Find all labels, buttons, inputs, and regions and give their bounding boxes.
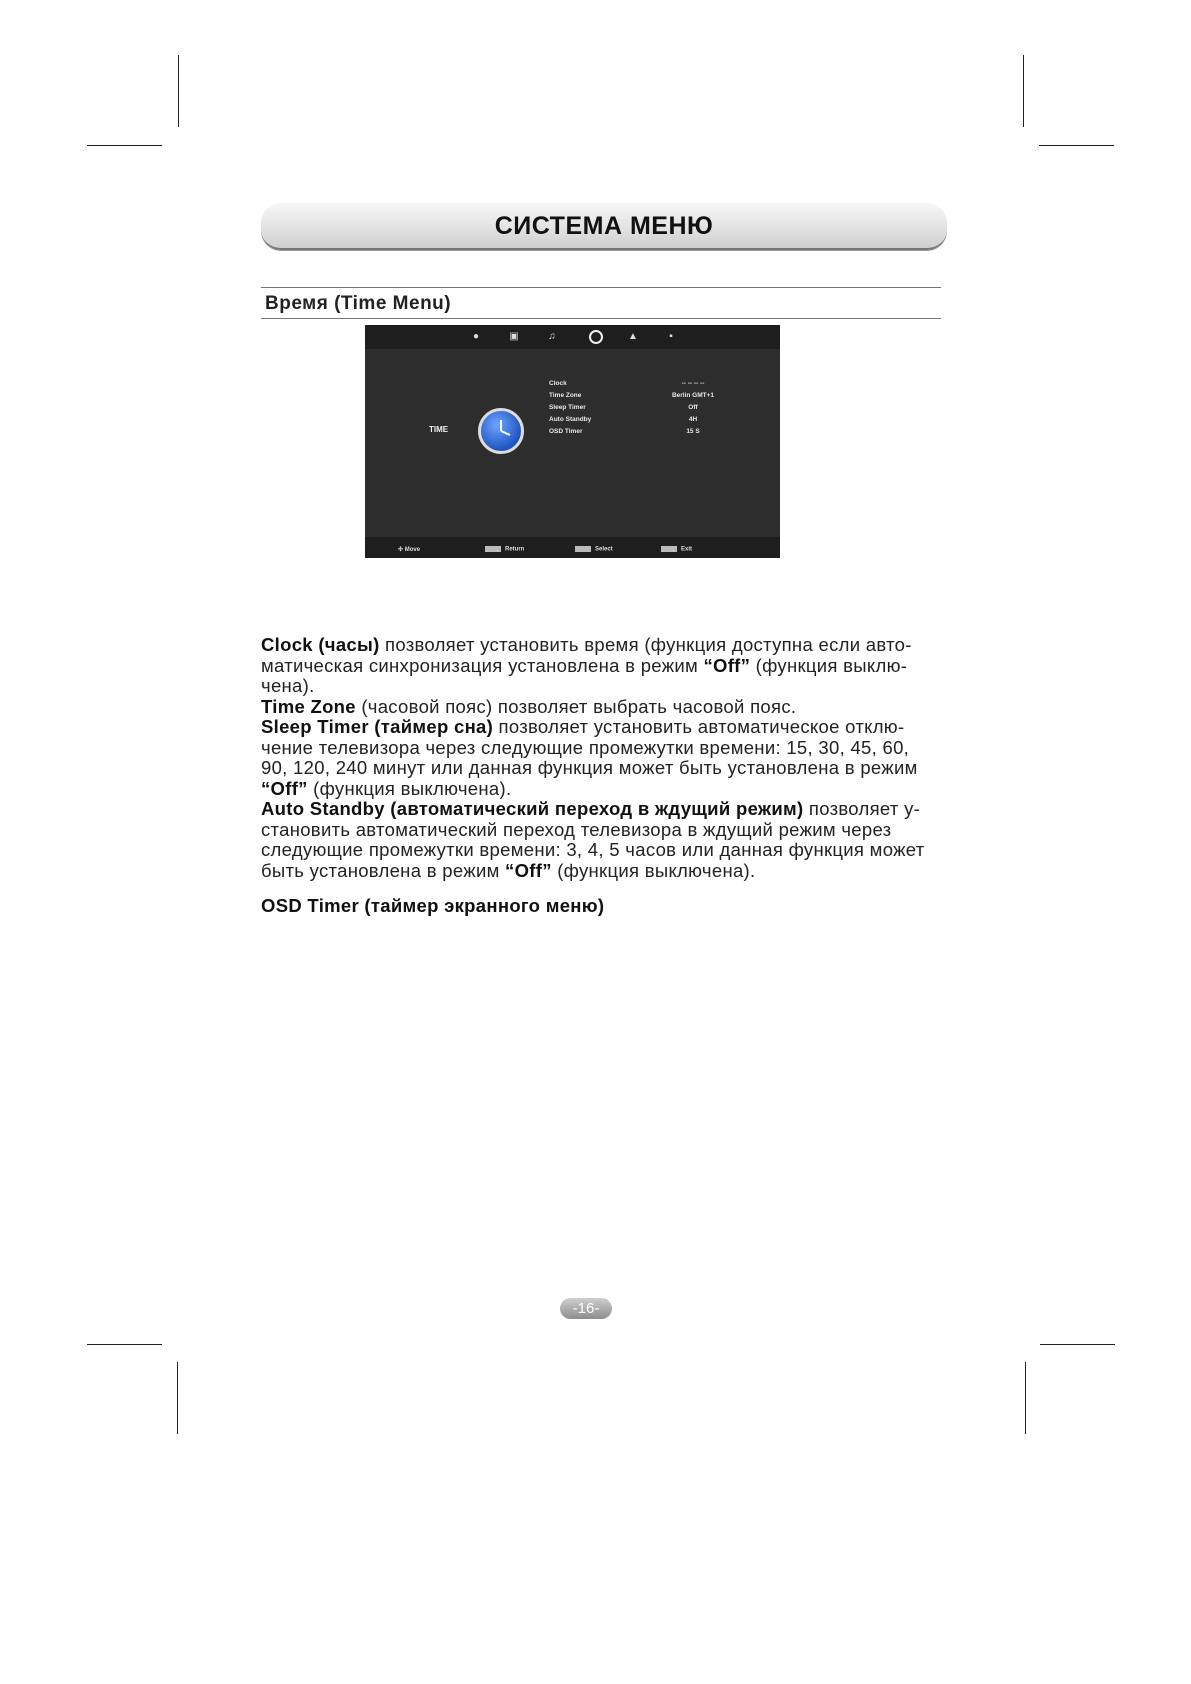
section-rule-bottom: [261, 318, 941, 319]
move-icon: ✣: [398, 547, 404, 553]
crop-mark: [178, 55, 179, 127]
crop-mark: [177, 1362, 178, 1434]
crop-mark: [87, 1344, 162, 1345]
text-fragment: быть установлена в режим: [261, 859, 506, 881]
section-rule-top: [261, 287, 941, 288]
section-title: Время (Time Menu): [265, 293, 452, 314]
hint-move: [398, 546, 420, 553]
text-fragment: позволяет установить время (функция доступна если авто-: [379, 634, 912, 655]
text-fragment: (часовой пояс) позволяет выбрать часовой пояс.: [355, 695, 797, 717]
text-line: [261, 656, 951, 677]
enter-key-icon: [575, 546, 591, 552]
menu-row-key: Auto Standby: [549, 416, 592, 423]
text-line: [261, 635, 951, 656]
hint-exit-label: Exit: [681, 547, 693, 553]
text-line: 90, 120, 240 минут или данная функция может быть установлена в режим: [261, 757, 918, 778]
tv-menu-screenshot: [365, 325, 780, 558]
menu-row-value: 15 S: [686, 428, 700, 435]
picture-icon: ●: [472, 331, 480, 342]
clock-icon: [478, 408, 524, 454]
header-banner: [261, 203, 947, 250]
crop-mark: [1023, 55, 1024, 127]
hint-exit: [661, 546, 692, 553]
text-fragment: (функция выключена).: [307, 777, 512, 799]
menu-row-clock[interactable]: [549, 380, 769, 392]
menu-key-icon: [485, 546, 501, 552]
menu-row-value: Berlin GMT+1: [671, 392, 715, 399]
menu-row-key: Sleep Timer: [549, 404, 586, 411]
hint-return: [485, 546, 524, 553]
menu-row-value: -- -- -- --: [681, 380, 705, 387]
crop-mark: [87, 145, 162, 146]
text-line: чена).: [261, 675, 315, 696]
text-line: [261, 717, 951, 738]
page-number: -16-: [560, 1298, 612, 1319]
menu-row-key: Time Zone: [549, 392, 582, 399]
menu-row-value: 4H: [688, 416, 698, 423]
text-line: [261, 861, 951, 882]
text-line: чение телевизора через следующие промежутки времени: 15, 30, 45, 60,: [261, 736, 910, 758]
term-off: “Off”: [703, 654, 751, 676]
menu-row-value: Off: [688, 404, 698, 411]
exit-key-icon: [661, 546, 677, 552]
text-fragment: матическая синхронизация установлена в режим: [261, 654, 704, 676]
menu-row-key: Clock: [549, 380, 567, 387]
menu-tab-bar: [365, 325, 780, 349]
body-text: [261, 635, 951, 881]
menu-row-key: OSD Timer: [549, 428, 583, 435]
term-off: “Off”: [505, 859, 552, 881]
crop-mark: [1039, 145, 1114, 146]
text-line: [261, 799, 951, 820]
crop-mark: [1025, 1362, 1026, 1434]
text-fragment: позволяет у-: [803, 798, 921, 819]
text-fragment: позволяет установить автоматическое отклю-: [493, 716, 905, 737]
menu-row-sleep-timer[interactable]: [549, 404, 769, 416]
lock-icon: ▲: [628, 331, 638, 342]
term-off: “Off”: [261, 777, 308, 799]
term-auto-standby: Auto Standby (автоматический переход в ждущий режим): [261, 798, 804, 819]
music-icon: ♫: [548, 331, 556, 342]
menu-hint-bar: [365, 537, 780, 558]
sound-icon: ▣: [509, 331, 519, 342]
menu-row-osd-timer[interactable]: [549, 428, 769, 440]
hint-select: [575, 546, 613, 553]
text-line: [261, 697, 951, 718]
time-icon: [589, 330, 603, 344]
menu-category-label: TIME: [429, 425, 449, 434]
term-sleep-timer: Sleep Timer (таймер сна): [261, 716, 494, 737]
text-line: следующие промежутки времени: 3, 4, 5 часов или данная функция может: [261, 839, 925, 860]
menu-row-time-zone[interactable]: [549, 392, 769, 404]
setup-icon: ▪: [669, 331, 673, 342]
text-fragment: (функция выключена).: [551, 859, 756, 881]
term-clock: Clock (часы): [261, 634, 380, 655]
term-time-zone: Time Zone: [261, 695, 356, 717]
text-line: становить автоматический переход телевизора в ждущий режим через: [261, 818, 892, 840]
crop-mark: [1040, 1344, 1115, 1345]
menu-row-auto-standby[interactable]: [549, 416, 769, 428]
hint-return-label: Return: [505, 547, 525, 553]
hint-select-label: Select: [595, 547, 613, 553]
term-osd-timer: OSD Timer (таймер экранного меню): [261, 895, 605, 916]
text-fragment: (функция выклю-: [750, 654, 908, 676]
osd-timer-heading: [261, 896, 951, 917]
hint-move-label: Move: [404, 547, 421, 553]
text-line: [261, 779, 951, 800]
page-title: СИСТЕМА МЕНЮ: [494, 212, 714, 240]
